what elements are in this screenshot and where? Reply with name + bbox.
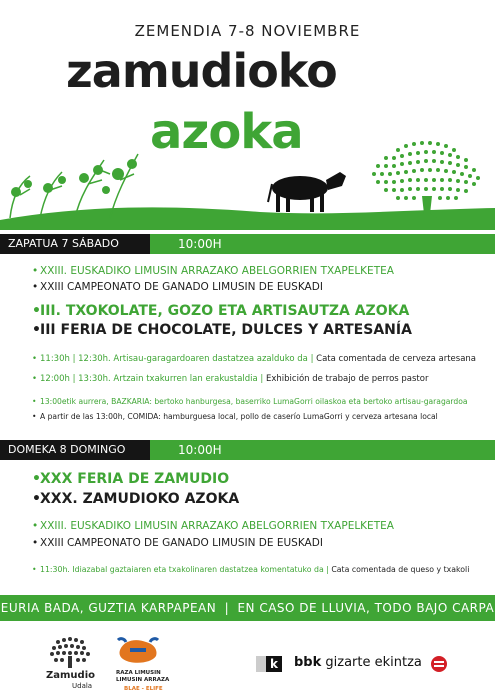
bbk-brand: bbk: [294, 655, 322, 670]
zamudio-logo-sub: Udala: [72, 682, 93, 690]
bbk-logo: [294, 655, 422, 670]
k-logo-icon: k: [256, 656, 282, 672]
tomato-fruits: [11, 159, 137, 197]
sat-detail-1: • 11:30h | 12:30h. Artisau-garagardoaren dastatzea azalduko da | Cata comentada de cerveza artesana: [32, 354, 477, 364]
sat-detail-3: • 13:00etik aurrera, BAZKARIA: bertoko hanburgesa, baserriko LumaGorri oilaskoa eta bertoko artisau-garagardoa: [32, 397, 468, 406]
title-line-2: azoka: [150, 104, 303, 160]
sat-item-2-es: •III FERIA DE CHOCOLATE, DULCES Y ARTESANÍA: [32, 322, 412, 338]
event-dates: ZEMENDIA 7-8 NOVIEMBRE: [134, 22, 361, 40]
cow-icon: [268, 172, 346, 212]
limusin-logo-line2: LIMUSIN ARRAZA: [116, 677, 170, 683]
dotted-tree-icon: [372, 141, 480, 220]
sunday-time: 10:00H: [150, 440, 495, 460]
sun-detail-1: • 11:30h. Idiazabal gaztaiaren eta txakolinaren dastatzea komentatuko da | Cata comentada de queso y txakoli: [32, 565, 470, 574]
bbk-circle-icon: [431, 656, 447, 672]
title-line-1: zamudioko: [66, 44, 337, 98]
saturday-label: ZAPATUA 7 SÁBADO: [0, 234, 150, 254]
zamudio-logo-icon: [44, 634, 96, 670]
limusin-logo-line1: RAZA LIMUSIN: [116, 670, 161, 676]
sat-detail-4: • A partir de las 13:00h, COMIDA: hamburguesa local, pollo de caserío LumaGorri y cerveza artesana local: [32, 412, 438, 421]
sat-detail-2: • 12:00h | 13:30h. Artzain txakurren lan erakustaldia | Exhibición de trabajo de perros pastor: [32, 374, 429, 384]
rain-notice-divider: |: [224, 601, 230, 615]
sat-item-2-eu: •III. TXOKOLATE, GOZO ETA ARTISAUTZA AZOKA: [32, 303, 410, 319]
sat-item-1-es: • XXIII CAMPEONATO DE GANADO LIMUSIN DE EUSKADI: [32, 281, 323, 293]
bbk-text: gizarte ekintza: [325, 655, 422, 670]
rain-notice-bar: [0, 595, 495, 621]
limusin-cow-logo-icon: [116, 636, 160, 668]
saturday-time: 10:00H: [150, 234, 495, 254]
zamudio-logo-name: Zamudio: [46, 670, 95, 681]
farm-illustration: [0, 140, 495, 230]
sat-item-1-eu: • XXIII. EUSKADIKO LIMUSIN ARRAZAKO ABELGORRIEN TXAPELKETEA: [32, 265, 394, 277]
limusin-logo-line3: BLAE - ELIFE: [124, 686, 163, 692]
sun-item-2-eu: • XXIII. EUSKADIKO LIMUSIN ARRAZAKO ABELGORRIEN TXAPELKETEA: [32, 520, 394, 532]
rain-notice-eu: EURIA BADA, GUZTIA KARPAPEAN: [0, 601, 217, 615]
sun-item-1-es: •XXX. ZAMUDIOKO AZOKA: [32, 491, 240, 507]
sun-item-2-es: • XXIII CAMPEONATO DE GANADO LIMUSIN DE EUSKADI: [32, 537, 323, 549]
sun-item-1-eu: •XXX FERIA DE ZAMUDIO: [32, 471, 230, 487]
rain-notice-es: EN CASO DE LLUVIA, TODO BAJO CARPA: [237, 601, 495, 615]
sunday-label: DOMEKA 8 DOMINGO: [0, 440, 150, 460]
